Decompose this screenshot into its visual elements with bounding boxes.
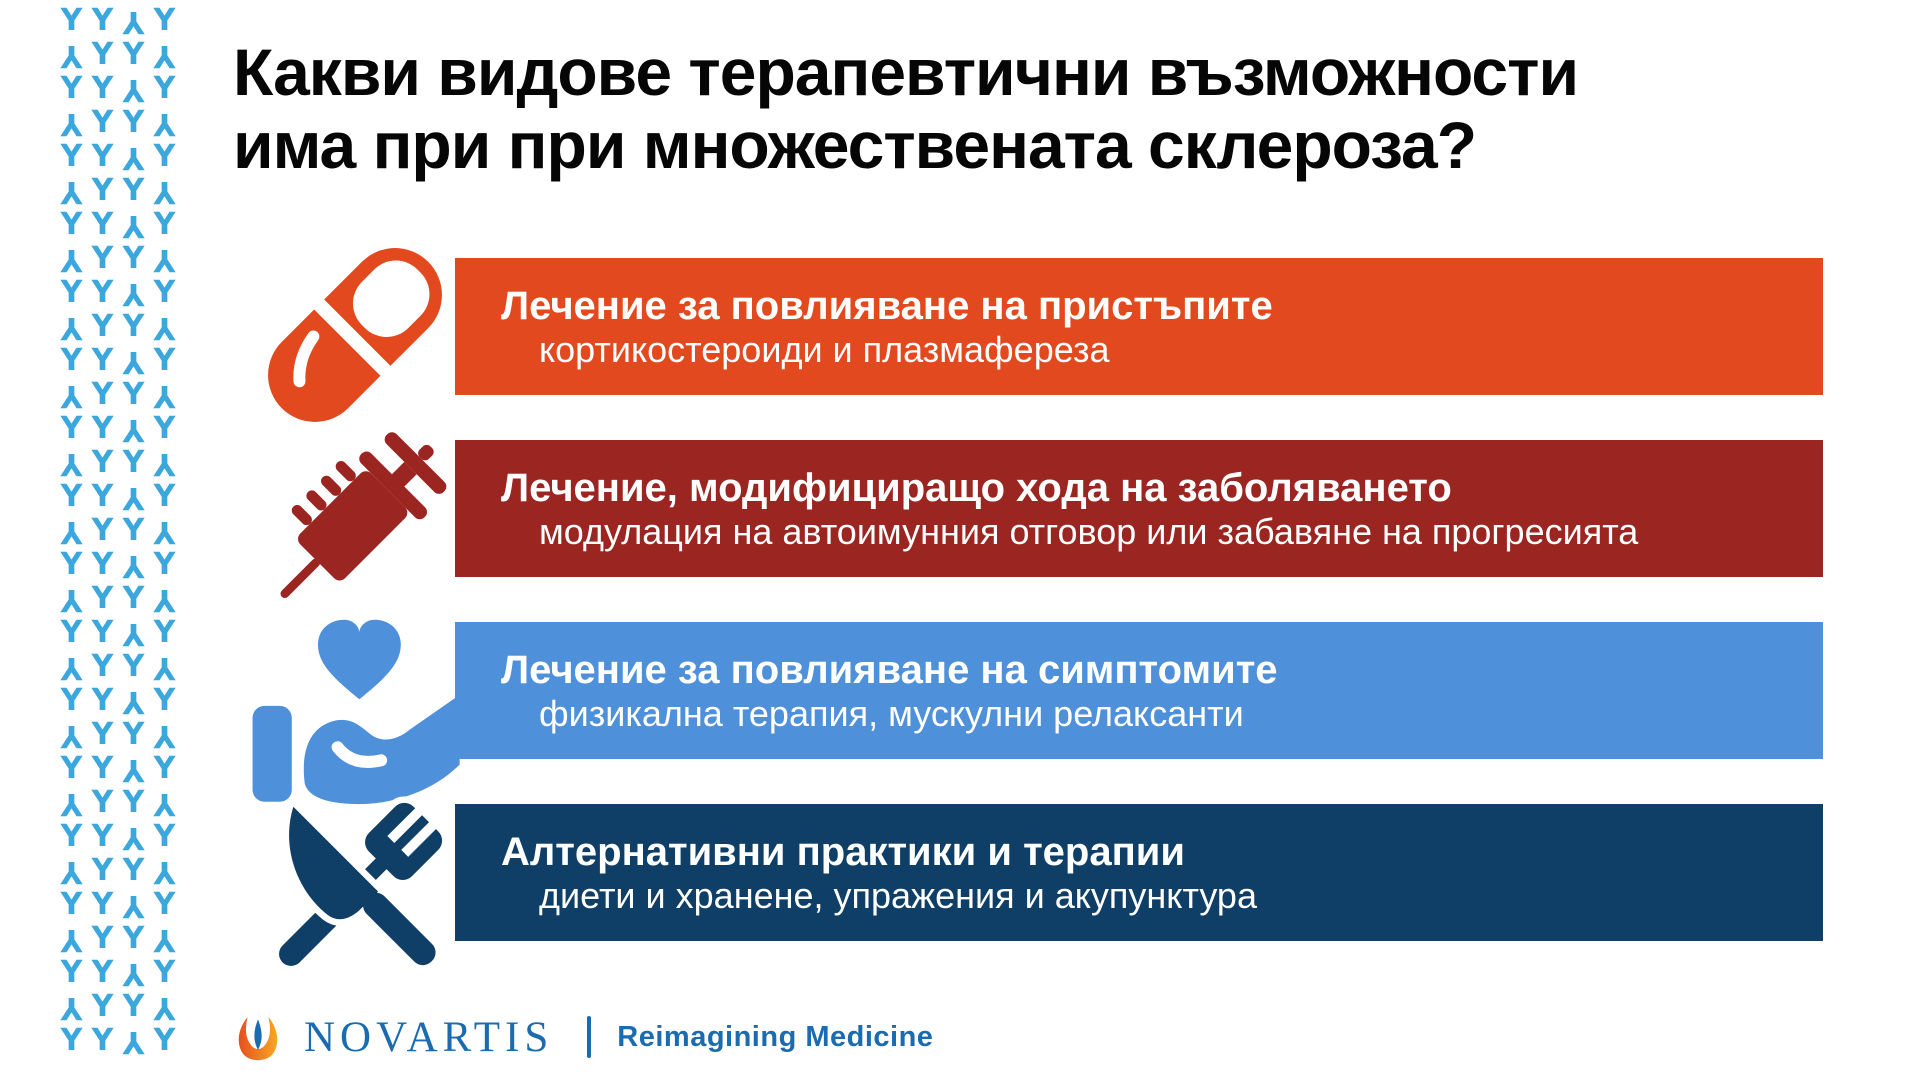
- antibody-glyph: Y: [122, 888, 145, 923]
- antibody-glyph: Y: [91, 921, 114, 956]
- antibody-glyph: Y: [122, 105, 145, 140]
- antibody-glyph: Y: [122, 412, 145, 447]
- antibody-glyph: Y: [60, 786, 83, 821]
- antibody-glyph: Y: [153, 139, 176, 174]
- antibody-glyph: Y: [91, 241, 114, 276]
- antibody-glyph: Y: [91, 887, 114, 922]
- antibody-glyph: Y: [153, 207, 176, 242]
- antibody-glyph: Y: [122, 4, 145, 39]
- antibody-glyph: Y: [153, 514, 176, 549]
- antibody-glyph: Y: [122, 717, 145, 752]
- antibody-glyph: Y: [122, 785, 145, 820]
- therapy-title: Алтернативни практики и терапии: [501, 829, 1185, 874]
- therapy-title: Лечение за повлияване на пристъпите: [501, 283, 1273, 328]
- antibody-glyph: Y: [153, 922, 176, 957]
- antibody-pattern: [56, 4, 180, 1058]
- antibody-glyph: Y: [153, 343, 176, 378]
- novartis-flame-icon: [234, 1011, 282, 1063]
- antibody-glyph: Y: [60, 990, 83, 1025]
- antibody-glyph: Y: [153, 582, 176, 617]
- antibody-glyph: Y: [153, 1023, 176, 1058]
- antibody-glyph: Y: [91, 955, 114, 990]
- pill-icon: [246, 226, 464, 444]
- antibody-glyph: Y: [91, 581, 114, 616]
- antibody-glyph: Y: [153, 955, 176, 990]
- antibody-glyph: Y: [60, 922, 83, 957]
- antibody-glyph: Y: [122, 513, 145, 548]
- antibody-glyph: Y: [91, 615, 114, 650]
- antibody-glyph: Y: [60, 275, 83, 310]
- antibody-glyph: Y: [153, 683, 176, 718]
- antibody-glyph: Y: [91, 37, 114, 72]
- antibody-glyph: Y: [153, 174, 176, 209]
- antibody-glyph: Y: [122, 853, 145, 888]
- antibody-glyph: Y: [153, 38, 176, 73]
- antibody-glyph: Y: [60, 378, 83, 413]
- antibody-glyph: Y: [153, 310, 176, 345]
- antibody-glyph: Y: [91, 513, 114, 548]
- antibody-glyph: Y: [91, 819, 114, 854]
- antibody-glyph: Y: [60, 887, 83, 922]
- fork-knife-icon: [246, 781, 464, 999]
- antibody-glyph: Y: [153, 411, 176, 446]
- antibody-glyph: Y: [91, 411, 114, 446]
- antibody-glyph: Y: [122, 581, 145, 616]
- antibody-glyph: Y: [153, 3, 176, 38]
- antibody-glyph: Y: [122, 72, 145, 107]
- therapy-title: Лечение за повлияване на симптомите: [501, 647, 1278, 692]
- antibody-glyph: Y: [153, 786, 176, 821]
- antibody-glyph: Y: [60, 650, 83, 685]
- antibody-glyph: Y: [122, 921, 145, 956]
- antibody-glyph: Y: [60, 3, 83, 38]
- footer-divider: [587, 1016, 591, 1058]
- footer: [234, 1008, 933, 1066]
- antibody-glyph: Y: [153, 106, 176, 141]
- antibody-glyph: Y: [60, 854, 83, 889]
- antibody-glyph: Y: [153, 547, 176, 582]
- antibody-glyph: Y: [91, 989, 114, 1024]
- therapy-bar-symptoms: [455, 622, 1823, 759]
- antibody-glyph: Y: [91, 3, 114, 38]
- antibody-glyph: Y: [91, 1023, 114, 1058]
- antibody-glyph: Y: [60, 174, 83, 209]
- antibody-glyph: Y: [91, 751, 114, 786]
- antibody-glyph: Y: [60, 718, 83, 753]
- antibody-glyph: Y: [60, 310, 83, 345]
- antibody-glyph: Y: [60, 683, 83, 718]
- antibody-glyph: Y: [122, 344, 145, 379]
- antibody-glyph: Y: [122, 140, 145, 175]
- antibody-glyph: Y: [60, 139, 83, 174]
- antibody-glyph: Y: [122, 309, 145, 344]
- antibody-glyph: Y: [91, 683, 114, 718]
- antibody-glyph: Y: [60, 479, 83, 514]
- antibody-glyph: Y: [91, 207, 114, 242]
- page-title-line2: има при при множествената склероза?: [233, 108, 1477, 182]
- therapy-subtitle: модулация на автоимунния отговор или забавяне на прогресията: [539, 510, 1639, 552]
- antibody-glyph: Y: [60, 207, 83, 242]
- therapy-subtitle: физикална терапия, мускулни релаксанти: [539, 692, 1244, 734]
- antibody-glyph: Y: [91, 717, 114, 752]
- antibody-glyph: Y: [122, 173, 145, 208]
- antibody-glyph: Y: [122, 820, 145, 855]
- antibody-glyph: Y: [60, 411, 83, 446]
- antibody-glyph: Y: [91, 309, 114, 344]
- antibody-glyph: Y: [122, 241, 145, 276]
- antibody-glyph: Y: [122, 445, 145, 480]
- antibody-glyph: Y: [91, 275, 114, 310]
- therapy-bar-dmt: [455, 440, 1823, 577]
- antibody-glyph: Y: [122, 377, 145, 412]
- antibody-glyph: Y: [122, 616, 145, 651]
- page-title-line1: Какви видове терапевтични възможности: [233, 35, 1579, 109]
- antibody-glyph: Y: [153, 819, 176, 854]
- antibody-glyph: Y: [122, 956, 145, 991]
- antibody-glyph: Y: [91, 479, 114, 514]
- antibody-glyph: Y: [122, 480, 145, 515]
- antibody-glyph: Y: [153, 751, 176, 786]
- antibody-glyph: Y: [60, 446, 83, 481]
- antibody-glyph: Y: [60, 343, 83, 378]
- antibody-glyph: Y: [91, 173, 114, 208]
- novartis-tagline: Reimagining Medicine: [617, 1020, 934, 1053]
- antibody-glyph: Y: [153, 275, 176, 310]
- antibody-glyph: Y: [60, 751, 83, 786]
- antibody-glyph: Y: [122, 548, 145, 583]
- therapy-bar-relapse: [455, 258, 1823, 395]
- antibody-glyph: Y: [153, 242, 176, 277]
- antibody-glyph: Y: [91, 377, 114, 412]
- antibody-glyph: Y: [60, 514, 83, 549]
- therapy-subtitle: кортикостероиди и плазмафереза: [539, 328, 1110, 370]
- antibody-glyph: Y: [153, 990, 176, 1025]
- antibody-glyph: Y: [122, 208, 145, 243]
- therapy-bar-alternative: [455, 804, 1823, 941]
- antibody-glyph: Y: [60, 582, 83, 617]
- antibody-glyph: Y: [91, 71, 114, 106]
- antibody-glyph: Y: [153, 854, 176, 889]
- antibody-glyph: Y: [122, 276, 145, 311]
- antibody-glyph: Y: [60, 615, 83, 650]
- page-title: [233, 36, 1578, 182]
- antibody-glyph: Y: [60, 819, 83, 854]
- antibody-glyph: Y: [153, 650, 176, 685]
- antibody-glyph: Y: [60, 1023, 83, 1058]
- antibody-glyph: Y: [60, 242, 83, 277]
- antibody-glyph: Y: [122, 649, 145, 684]
- antibody-glyph: Y: [122, 1024, 145, 1059]
- antibody-glyph: Y: [60, 106, 83, 141]
- antibody-glyph: Y: [91, 853, 114, 888]
- antibody-glyph: Y: [60, 955, 83, 990]
- antibody-glyph: Y: [122, 752, 145, 787]
- antibody-glyph: Y: [153, 718, 176, 753]
- antibody-glyph: Y: [153, 378, 176, 413]
- antibody-glyph: Y: [153, 446, 176, 481]
- therapy-subtitle: диети и хранене, упражения и акупунктура: [539, 874, 1257, 916]
- antibody-glyph: Y: [91, 105, 114, 140]
- antibody-glyph: Y: [153, 479, 176, 514]
- antibody-glyph: Y: [153, 615, 176, 650]
- antibody-glyph: Y: [91, 139, 114, 174]
- antibody-glyph: Y: [91, 649, 114, 684]
- antibody-glyph: Y: [122, 37, 145, 72]
- antibody-glyph: Y: [153, 71, 176, 106]
- novartis-wordmark: NOVARTIS: [304, 1013, 554, 1061]
- antibody-glyph: Y: [122, 989, 145, 1024]
- antibody-glyph: Y: [153, 887, 176, 922]
- therapy-title: Лечение, модифициращо хода на заболяването: [501, 465, 1452, 510]
- antibody-glyph: Y: [60, 38, 83, 73]
- antibody-glyph: Y: [122, 684, 145, 719]
- antibody-glyph: Y: [91, 785, 114, 820]
- antibody-glyph: Y: [91, 547, 114, 582]
- antibody-glyph: Y: [60, 547, 83, 582]
- antibody-glyph: Y: [91, 343, 114, 378]
- antibody-glyph: Y: [91, 445, 114, 480]
- antibody-glyph: Y: [60, 71, 83, 106]
